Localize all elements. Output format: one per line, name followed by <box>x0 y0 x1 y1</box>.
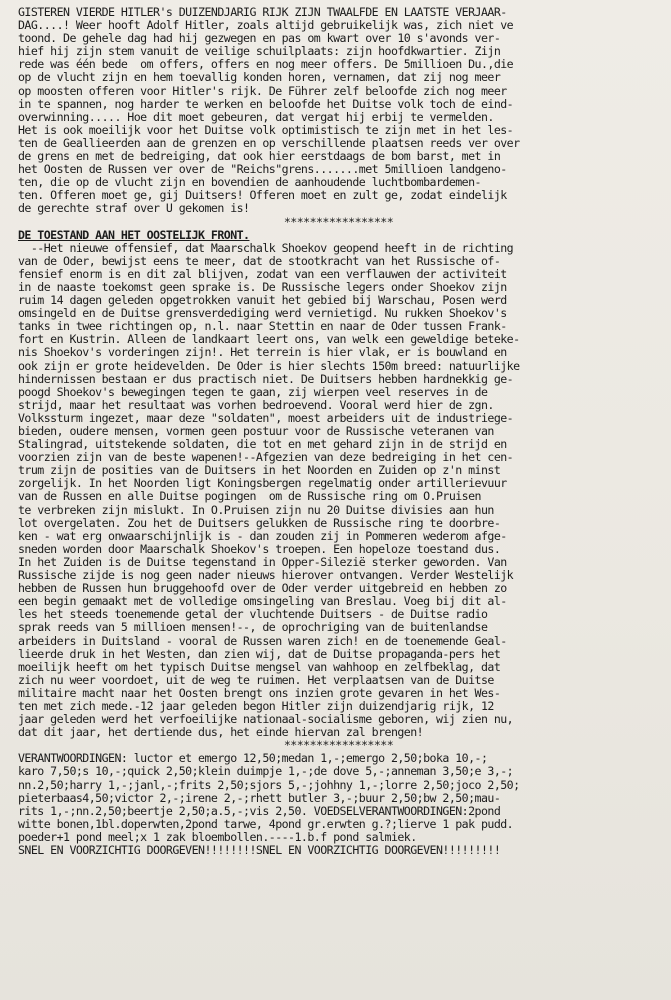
text-line: de gerechte straf over U gekomen is! <box>18 202 250 216</box>
text-line: toond. De gehele dag had hij gezwegen en pas om kwart over 10 s'avonds ver- <box>18 32 501 46</box>
text-line: voorzien zijn van de beste wapenen!--Afgezien van deze bedreiging in het cen- <box>18 451 514 465</box>
text-line: les het steeds toenemende getal der vluchtende Duitsers - de Duitse radio <box>18 608 488 622</box>
text-line: poeder+1 pond meel;x 1 zak bloembollen.----1.b.f pond salmiek. <box>18 830 417 844</box>
text-line: ruim 14 dagen geleden opgetrokken vanuit het gebied bij Warschau, Posen werd <box>18 294 507 308</box>
text-line: zich nu weer voordoet, uit de weg te ruimen. Het verplaatsen van de Duitse <box>18 673 494 687</box>
text-line: moeilijk heeft om het typisch Duitse mengsel van wahhoop en zelfbeklag, dat <box>18 660 501 674</box>
text-line: op moosten offeren voor Hitler's rijk. De Führer zelf beloofde zich nog meer <box>18 84 507 98</box>
text-line: ten, die op de vlucht zijn en bovendien de aanhoudende luchtbombardemen- <box>18 176 481 190</box>
text-line: militaire macht naar het Oosten brengt ons inzien grote gevaren in het Wes- <box>18 686 501 700</box>
text-line: te verbreken zijn mislukt. In O.Pruisen zijn nu 20 Duitse divisies aan hun <box>18 503 494 517</box>
text-line: pieterbaas4,50;victor 2,-;irene 2,-;rhett butler 3,-;buur 2,50;bw 2,50;mau- <box>18 791 501 805</box>
text-line: in de naaste toekomst geen sprake is. De Russische legers onder Shoekov zijn <box>18 280 507 294</box>
text-line: op de vlucht zijn en hem toevallig konden horen, vernamen, dat zij nog meer <box>18 71 501 85</box>
text-line: hindernissen bestaan er dus practisch niet. De Duitsers hebben hardnekkig ge- <box>18 372 514 386</box>
text-line: SNEL EN VOORZICHTIG DOORGEVEN!!!!!!!!SNEL EN VOORZICHTIG DOORGEVEN!!!!!!!!! <box>18 844 501 857</box>
text-line: in te spannen, nog harder te werken en beloofde het Duitse volk toch de eind- <box>18 97 514 111</box>
text-line: ken - wat erg onwaarschijnlijk is - dan zouden zij in Pommeren wederom afge- <box>18 529 507 543</box>
text-line: poogd Shoekov's bewegingen tegen te gaan, zij wierpen veel reserves in de <box>18 385 488 399</box>
text-line: DAG....! Weer hooft Adolf Hitler, zoals altijd gebruikelijk was, zich niet ve <box>18 19 514 33</box>
text-line: ten met zich mede.-12 jaar geleden begon Hitler zijn duizendjarig rijk, 12 <box>18 699 494 713</box>
text-line: ten. Offeren moet ge, gij Duitsers! Offeren moet en zult ge, zodat eindelijk <box>18 189 507 203</box>
text-line: ten de Geallieerden aan de grenzen en op verschillende plaatsen reeds ver over <box>18 136 520 150</box>
text-line: GISTEREN VIERDE HITLER's DUIZENDJARIG RIJK ZIJN TWAALFDE EN LAATSTE VERJAAR- <box>18 6 507 19</box>
intro-paragraph <box>18 6 659 216</box>
separator-stars: ***************** <box>283 215 394 229</box>
text-line: van de Russen en alle Duitse pogingen om de Russische ring om O.Pruisen <box>18 490 481 504</box>
text-line: rits 1,-;nn.2,50;beertje 2,50;a.5,-;vis 2,50. VOEDSELVERANTWOORDINGEN:2pond <box>18 804 501 818</box>
text-line: tanks in twee richtingen op, n.l. naar Stettin en naar de Oder tussen Frank- <box>18 320 507 334</box>
text-line: VERANTWOORDINGEN: luctor et emergo 12,50;medan 1,-;emergo 2,50;boka 10,-; <box>18 752 488 766</box>
text-line: lieerde druk in het Westen, dan zien wij, dat de Duitse propaganda-pers het <box>18 647 501 661</box>
text-line: Het is ook moeilijk voor het Duitse volk optimistisch te zijn met in het les- <box>18 123 514 137</box>
text-line: Volkssturm ingezet, maar deze "soldaten", moest arbeiders uit de industriege- <box>18 411 514 425</box>
text-line: dat dit jaar, het dertiende dus, het einde hiervan zal brengen! <box>18 726 424 740</box>
text-line: sprak reeds van 5 millioen mensen!--, de oprochriging van de buitenlandse <box>18 621 488 635</box>
text-line: lot overgelaten. Zou het de Duitsers gelukken de Russische ring te doorbre- <box>18 516 501 530</box>
text-line: van de Oder, bewijst eens te meer, dat de stootkracht van het Russische of- <box>18 254 501 268</box>
text-line: fensief enorm is en dit zal blijven, zodat van een verflauwen der activiteit <box>18 267 507 281</box>
text-line: karo 7,50;s 10,-;quick 2,50;klein duimpje 1,-;de dove 5,-;anneman 3,50;e 3,-; <box>18 765 514 779</box>
text-line: Russische zijde is nog geen nader nieuws hierover ontvangen. Verder Westelijk <box>18 569 514 583</box>
text-line: ook zijn er grote heidevelden. De Oder is hier slechts 150m breed: natuurlijke <box>18 359 520 373</box>
separator-stars: ***************** <box>283 739 394 753</box>
text-line: strijd, maar het resultaat was vorhen bedroevend. Vooral werd hier de zgn. <box>18 398 494 412</box>
text-line: arbeiders in Duitsland - vooral de Russen waren zich! en de toenemende Geal- <box>18 634 507 648</box>
accounts-paragraph <box>18 752 659 857</box>
text-line: zorgelijk. In het Noorden ligt Koningsbergen regelmatig onder artillerievuur <box>18 477 507 491</box>
front-paragraph <box>18 242 659 740</box>
text-line: een begin gemaakt met de volledige omsingeling van Breslau. Voeg bij dit al- <box>18 595 507 609</box>
text-line: rede was één bede om offers, offers en nog meer offers. De 5millioen Du.,die <box>18 58 514 72</box>
text-line: In het Zuiden is de Duitse tegenstand in Opper-Silezië sterker geworden. Van <box>18 555 507 569</box>
text-line: trum zijn de posities van de Duitsers in het Noorden en Zuiden op z'n minst <box>18 464 501 478</box>
text-line: witte bonen,1bl.doperwten,2pond tarwe, 4pond gr.erwten g.?;lierve 1 pak pudd. <box>18 817 514 831</box>
text-line: hief hij zijn stem vanuit de veilige schuilplaats: zijn hoofdkwartier. Zijn <box>18 45 501 59</box>
section-heading: DE TOESTAND AAN HET OOSTELIJK FRONT. <box>18 228 250 242</box>
text-line: overwinning..... Hoe dit moet gebeuren, dat vergat hij erbij te vermelden. <box>18 110 494 124</box>
text-line: nis Shoekov's vorderingen zijn!. Het terrein is hier vlak, er is bouwland en <box>18 346 507 360</box>
text-line: het Oosten de Russen ver over de "Reichs"grens.......met 5millioen landgeno- <box>18 163 507 177</box>
text-line: jaar geleden werd het verfoeilijke nationaal-socialisme geboren, wij zien nu, <box>18 713 514 727</box>
text-line: nn.2,50;harry 1,-;janl,-;frits 2,50;sjors 5,-;johhny 1,-;lorre 2,50;joco 2,50; <box>18 778 520 792</box>
text-line: Stalingrad, uitstekende soldaten, die tot en met gehard zijn in de strijd en <box>18 438 507 452</box>
text-line: hebben de Russen hun bruggehoofd over de Oder verder uitgebreid en hebben zo <box>18 582 507 596</box>
text-line: sneden worden door Maarschalk Shoekov's troepen. Een hopeloze toestand dus. <box>18 542 501 556</box>
text-line: fort en Kustrin. Alleen de landkaart leert ons, van welk een geweldige beteke- <box>18 333 520 347</box>
text-line: bieden, oudere mensen, vormen geen postuur voor de Russische veteranen van <box>18 425 494 438</box>
text-line: de grens en met de bedreiging, dat ook hier eerstdaags de bom barst, met in <box>18 150 501 164</box>
text-line: omsingeld en de Duitse grensverdediging werd vernietigd. Nu rukken Shoekov's <box>18 307 507 321</box>
text-line: --Het nieuwe offensief, dat Maarschalk Shoekov geopend heeft in de richting <box>18 241 514 255</box>
